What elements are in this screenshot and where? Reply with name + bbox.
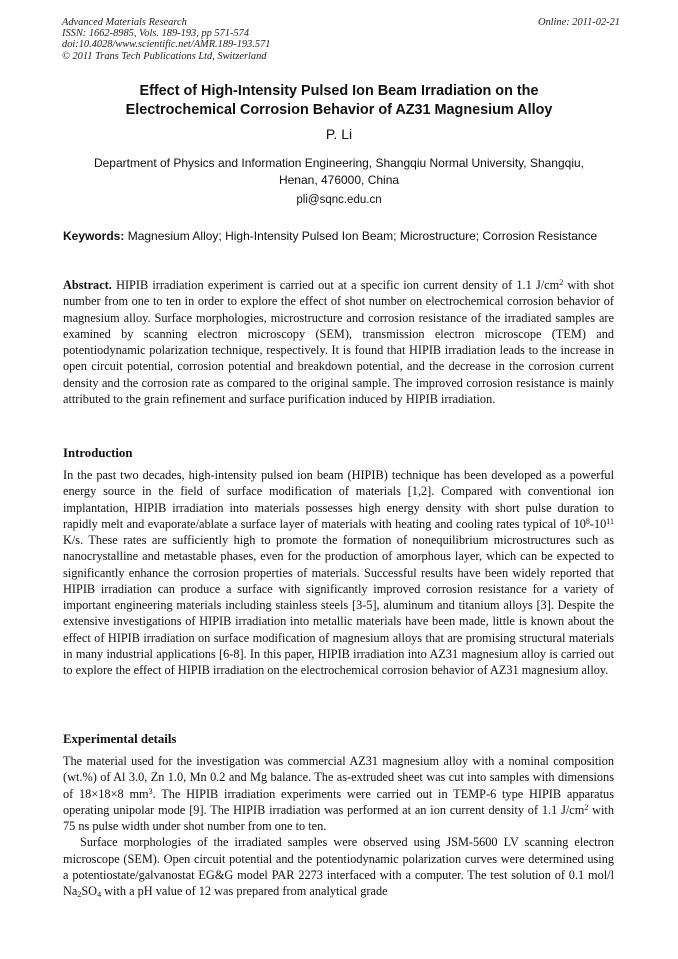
title-line-1: Effect of High-Intensity Pulsed Ion Beam Irradiation on the [139, 83, 539, 99]
abstract-sup-a: 2 [559, 278, 564, 287]
abstract-text-b: with shot number from one to ten in order to explore the effect of shot number on electrochemical corrosion behavior of magnesium alloy. Surface morphologies, microstructure and corrosion resistance of the irradiated samples are examined by scanning electron microscopy (SEM), transmission electron microscope (TEM) and potentiodynamic polarization technique, respectively. It is found that HIPIB irradiation leads to the increase in open circuit potential, corrosion potential and breakdown potential, and the decrease in the corrosion current density and the corrosion rate as compared to the original sample. The improved corrosion resistance is mainly attributed to the grain refinement and surface purification induced by HIPIB irradiation. [63, 278, 614, 406]
exp-p2-sub2: 4 [97, 890, 102, 899]
experimental-body [63, 753, 614, 899]
exp-p1-c: with 75 ns pulse width under shot number from one to ten. [63, 802, 615, 833]
intro-text-b: -10 [589, 516, 607, 531]
online-date: Online: 2011-02-21 [537, 17, 620, 28]
affiliation-line-2: Henan, 476000, China [278, 173, 400, 187]
introduction-body [63, 467, 614, 678]
exp-p1-a: The material used for the investigation was commercial AZ31 magnesium alloy with a nominal composition (wt.%) of Al 3.0, Zn 1.0, Mn 0.2 and Mg balance. The as-extruded sheet was cut into samples with dimensions of 18×18×8 mm [63, 754, 614, 801]
exp-p2-sub1: 2 [77, 890, 82, 899]
journal-issn: ISSN: 1662-8985, Vols. 189-193, pp 571-574 [62, 28, 250, 40]
abstract-label: Abstract. [63, 278, 112, 292]
introduction-heading: Introduction [63, 446, 133, 460]
journal-name: Advanced Materials Research [62, 17, 187, 28]
affiliation-line-1: Department of Physics and Information Engineering, Shangqiu Normal University, Shangqiu, [93, 156, 585, 170]
author-name: P. Li [325, 126, 353, 142]
intro-text-c: K/s. These rates are sufficiently high to promote the formation of nonequilibrium microstructures such as nanocrystalline and metastable phases, even for the production of amorphous layer, which can be expected to significantly enhance the corrosion properties of materials. Successful results have been widely reported that HIPIB irradiation can produce a surface with significantly improved corrosion resistance for a variety of important engineering materials including stainless steels [3-5], aluminum and titanium alloys [3]. Despite the extensive investigations of HIPIB irradiation into metallic materials have been made, little is known about the effect of HIPIB irradiation on surface modification of magnesium alloys that are promising structural materials in many industrial applications [6-8]. In this paper, HIPIB irradiation into AZ31 magnesium alloy is carried out to explore the effect of HIPIB irradiation on the electrochemical corrosion behavior of AZ31 magnesium alloy. [63, 533, 614, 677]
journal-doi[interactable]: doi:10.4028/www.scientific.net/AMR.189-193.571 [62, 39, 271, 51]
exp-p2-a: Surface morphologies of the irradiated samples were observed using JSM-5600 LV scanning electron microscope (SEM). Open circuit potential and the potentiodynamic polarization curves were determined using a potentiostate/galvanostat EG&G model PAR 2273 interfaced with a computer. The test solution of 0.1 mol/l Na [63, 835, 614, 898]
exp-p1-sup: 3 [148, 786, 153, 796]
title-line-2: Electrochemical Corrosion Behavior of AZ31 Magnesium Alloy [125, 102, 553, 118]
exp-p2-mid: SO [81, 884, 98, 898]
keywords [63, 229, 613, 245]
author-email[interactable]: pli@sqnc.edu.cn [296, 194, 382, 206]
abstract [63, 277, 614, 407]
experimental-heading: Experimental details [63, 732, 177, 746]
intro-sup-b: 11 [606, 516, 614, 526]
intro-sup-a: 8 [585, 516, 590, 526]
journal-copyright: © 2011 Trans Tech Publications Ltd, Switzerland [62, 50, 267, 62]
exp-p2-b: with a pH value of 12 was prepared from analytical grade [101, 884, 388, 898]
exp-p1-sup2: 2 [584, 802, 589, 812]
journal-header [62, 17, 270, 62]
affiliation [62, 155, 616, 189]
keywords-label: Keywords: [63, 229, 125, 243]
experimental-paragraph-2 [63, 834, 614, 899]
intro-text-a: In the past two decades, high-intensity pulsed ion beam (HIPIB) technique has been developed as a powerful energy source in the field of surface modification of materials [1,2]. Compared with conventional ion implantation, HIPIB irradiation into materials possesses high energy density with short pulse duration to rapidly melt and evaporate/ablate a surface layer of materials with heating and cooling rates typical of 10 [63, 468, 614, 531]
keywords-text: Magnesium Alloy; High-Intensity Pulsed Ion Beam; Microstructure; Corrosion Resistance [127, 229, 598, 243]
abstract-text-a: HIPIB irradiation experiment is carried out at a specific ion current density of 1.1 J/cm [116, 278, 560, 292]
paper-title [62, 82, 616, 120]
experimental-paragraph-1 [63, 753, 614, 834]
exp-p1-b: . The HIPIB irradiation experiments were carried out in TEMP-6 type HIPIB apparatus operating unipolar mode [9]. The HIPIB irradiation was performed at an ion current density of 1.1 J/cm [63, 786, 614, 817]
